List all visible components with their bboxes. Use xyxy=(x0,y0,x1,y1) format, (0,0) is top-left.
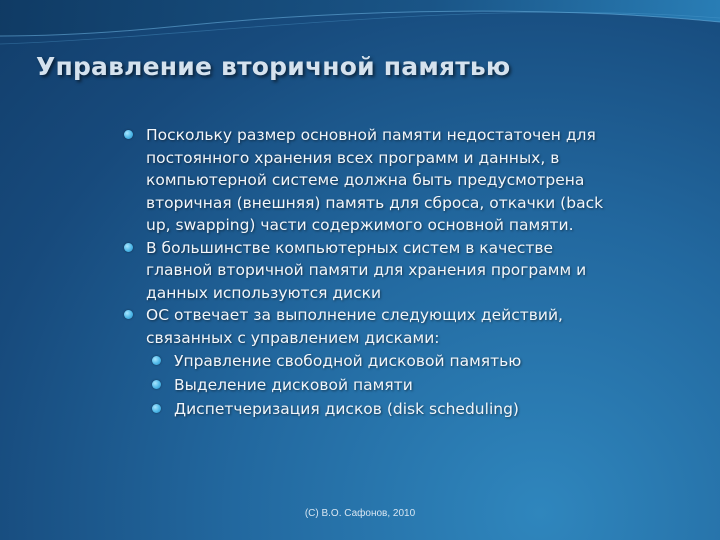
slide-content xyxy=(122,124,610,421)
bullet-dot-icon xyxy=(124,310,133,319)
sub-bullet-item xyxy=(150,373,610,397)
bullet-dot-icon xyxy=(124,130,133,139)
bullet-dot-icon xyxy=(152,404,161,413)
bullet-item xyxy=(122,237,610,305)
bullet-list xyxy=(122,124,610,421)
bullet-item xyxy=(122,124,610,237)
bullet-text: ОС отвечает за выполнение следующих действий, связанных с управлением дисками: xyxy=(146,306,563,347)
sub-bullet-item xyxy=(150,349,610,373)
slide-title: Управление вторичной памятью xyxy=(36,52,511,81)
bullet-dot-icon xyxy=(124,243,133,252)
bullet-dot-icon xyxy=(152,356,161,365)
sub-bullet-text: Диспетчеризация дисков (disk scheduling) xyxy=(174,400,519,418)
sub-bullet-text: Управление свободной дисковой памятью xyxy=(174,352,522,370)
bullet-text: В большинстве компьютерных систем в качестве главной вторичной памяти для хранения программ и данных используются диски xyxy=(146,238,587,302)
bullet-item xyxy=(122,304,610,349)
bullet-text: Поскольку размер основной памяти недостаточен для постоянного хранения всех программ и данных, в компьютерной системе должна быть предусмотрена вторичная (внешняя) память для сброса, откачки (back up, swapping) части содержимого основной памяти. xyxy=(146,126,604,234)
sub-bullet-text: Выделение дисковой памяти xyxy=(174,376,413,394)
slide-footer: (C) В.О. Сафонов, 2010 xyxy=(304,508,416,519)
sub-bullet-item xyxy=(150,397,610,421)
bullet-dot-icon xyxy=(152,380,161,389)
